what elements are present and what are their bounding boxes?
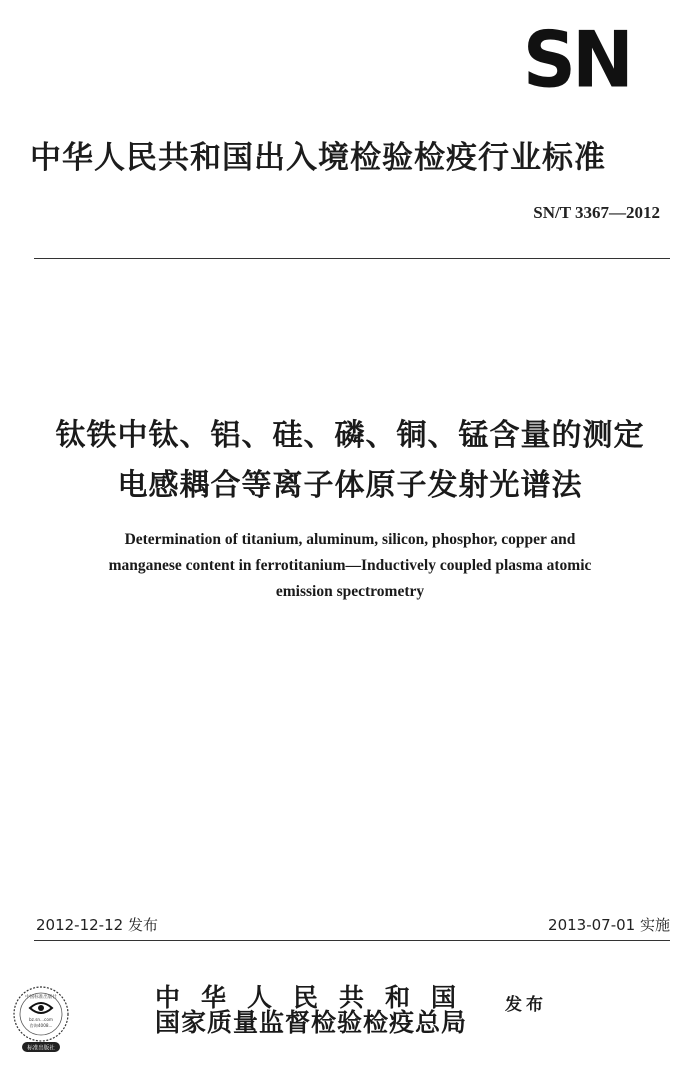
seal-footer: 标准出版社 (27, 1045, 55, 1052)
standard-code: SN/T 3367—2012 (533, 203, 660, 222)
seal-text-3: 咨询4008... (29, 1023, 53, 1028)
seal-text-1: 中国标准出版社 (25, 995, 57, 1000)
issuer-country: 中华人民共和国 (155, 983, 478, 1012)
title-en-line3: emission spectrometry (275, 583, 425, 600)
publish-date: 2012-12-12 发布 (36, 916, 158, 934)
publisher-seal-icon (8, 978, 78, 1058)
issuer-agency: 国家质量监督检验检疫总局 (155, 1008, 468, 1037)
implementation-date: 2013-07-01 实施 (548, 916, 670, 934)
title-english (40, 527, 660, 605)
top-divider (34, 258, 670, 259)
title-zh-line1: 钛铁中钛、铝、硅、磷、铜、锰含量的测定 (55, 418, 645, 453)
title-zh-line2: 电感耦合等离子体原子发射光谱法 (117, 468, 583, 503)
title-en-line2: manganese content in ferrotitanium—Inductively coupled plasma atomic (108, 557, 592, 574)
standard-category-header: 中华人民共和国出入境检验检疫行业标准 (30, 140, 606, 176)
sn-logo: SN (522, 14, 630, 106)
bottom-divider (34, 940, 670, 941)
seal-text-2: bz.sn...com (29, 1017, 53, 1022)
release-label: 发布 (505, 995, 547, 1015)
title-en-line1: Determination of titanium, aluminum, silicon, phosphor, copper and (124, 531, 576, 548)
